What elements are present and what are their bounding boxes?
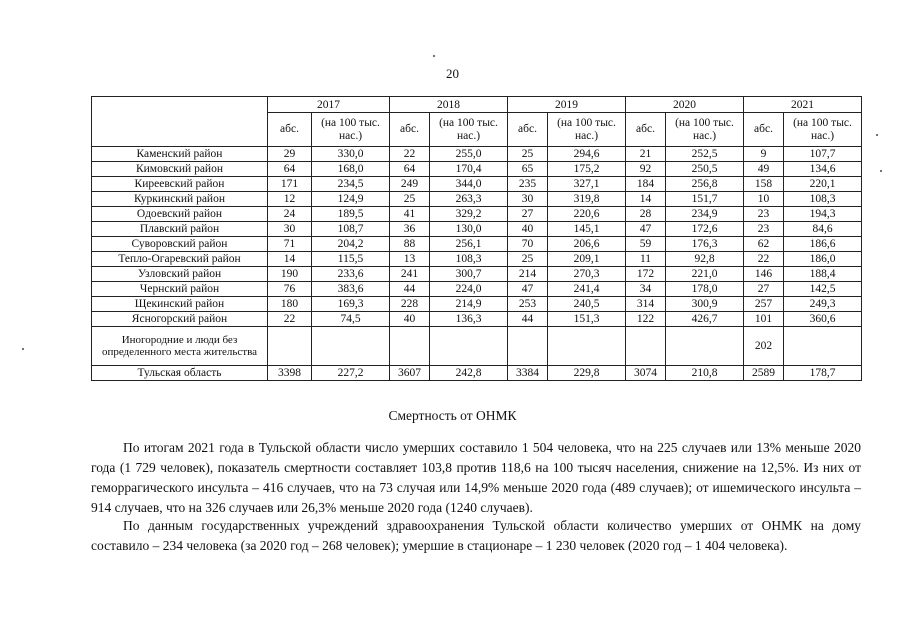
table-row	[92, 252, 862, 267]
abs-value-cell: 171	[268, 177, 312, 192]
table-row	[92, 177, 862, 192]
rate-value-cell: 175,2	[548, 162, 626, 177]
abs-value-cell: 44	[508, 312, 548, 327]
rate-value-cell: 170,4	[430, 162, 508, 177]
abs-value-cell: 3607	[390, 366, 430, 381]
region-name-cell: Каменский район	[92, 147, 268, 162]
abs-value-cell: 88	[390, 237, 430, 252]
region-name-cell: Одоевский район	[92, 207, 268, 222]
abs-value-cell: 27	[744, 282, 784, 297]
rate-value-cell: 426,7	[666, 312, 744, 327]
rate-value-cell: 209,1	[548, 252, 626, 267]
abs-value-cell: 30	[508, 192, 548, 207]
rate-value-cell: 220,6	[548, 207, 626, 222]
abs-value-cell: 2589	[744, 366, 784, 381]
table-row	[92, 297, 862, 312]
rate-value-cell: 130,0	[430, 222, 508, 237]
abs-value-cell: 59	[626, 237, 666, 252]
rate-value-cell: 108,3	[784, 192, 862, 207]
abs-value-cell: 184	[626, 177, 666, 192]
rate-value-cell: 186,6	[784, 237, 862, 252]
rate-value-cell: 115,5	[312, 252, 390, 267]
abs-value-cell: 21	[626, 147, 666, 162]
rate-value-cell: 188,4	[784, 267, 862, 282]
rate-value-cell: 178,0	[666, 282, 744, 297]
abs-value-cell: 13	[390, 252, 430, 267]
abs-value-cell: 62	[744, 237, 784, 252]
rate-value-cell: 294,6	[548, 147, 626, 162]
region-name-cell: Узловский район	[92, 267, 268, 282]
abs-value-cell: 29	[268, 147, 312, 162]
abs-value-cell: 158	[744, 177, 784, 192]
rate-value-cell: 74,5	[312, 312, 390, 327]
table-row	[92, 162, 862, 177]
abs-value-cell	[390, 327, 430, 366]
rate-value-cell: 194,3	[784, 207, 862, 222]
year-header: 2021	[744, 97, 862, 113]
table-row	[92, 312, 862, 327]
abs-value-cell: 92	[626, 162, 666, 177]
abs-value-cell: 28	[626, 207, 666, 222]
rate-value-cell: 256,8	[666, 177, 744, 192]
region-name-cell: Тепло-Огаревский район	[92, 252, 268, 267]
rate-value-cell: 204,2	[312, 237, 390, 252]
abs-value-cell: 202	[744, 327, 784, 366]
page-number: 20	[446, 66, 459, 81]
rate-value-cell	[312, 327, 390, 366]
abs-header: абс.	[626, 113, 666, 147]
rate-value-cell: 220,1	[784, 177, 862, 192]
rate-value-cell: 256,1	[430, 237, 508, 252]
abs-value-cell: 41	[390, 207, 430, 222]
abs-value-cell: 40	[508, 222, 548, 237]
abs-value-cell: 12	[268, 192, 312, 207]
region-name-cell: Ясногорский район	[92, 312, 268, 327]
region-name-cell: Суворовский район	[92, 237, 268, 252]
abs-value-cell: 44	[390, 282, 430, 297]
rate-value-cell: 169,3	[312, 297, 390, 312]
rate-value-cell: 233,6	[312, 267, 390, 282]
rate-value-cell: 136,3	[430, 312, 508, 327]
rate-header: (на 100 тыс. нас.)	[666, 113, 744, 147]
table-row	[92, 237, 862, 252]
mortality-table	[91, 96, 862, 381]
abs-value-cell: 314	[626, 297, 666, 312]
rate-header: (на 100 тыс. нас.)	[430, 113, 508, 147]
region-name-cell: Чернский район	[92, 282, 268, 297]
rate-value-cell: 145,1	[548, 222, 626, 237]
region-name-cell: Плавский район	[92, 222, 268, 237]
abs-value-cell: 10	[744, 192, 784, 207]
abs-value-cell: 3384	[508, 366, 548, 381]
table-row	[92, 192, 862, 207]
rate-header: (на 100 тыс. нас.)	[784, 113, 862, 147]
region-header	[92, 97, 268, 147]
abs-header: абс.	[268, 113, 312, 147]
rate-header: (на 100 тыс. нас.)	[312, 113, 390, 147]
rate-value-cell: 252,5	[666, 147, 744, 162]
rate-value-cell: 189,5	[312, 207, 390, 222]
abs-header: абс.	[744, 113, 784, 147]
rate-value-cell: 224,0	[430, 282, 508, 297]
rate-value-cell: 210,8	[666, 366, 744, 381]
table-row	[92, 327, 862, 366]
rate-value-cell: 270,3	[548, 267, 626, 282]
body-paragraph: По итогам 2021 года в Тульской области число умерших составило 1 504 человека, что на 225 случаев или 13% меньше 2020 года (1 729 человек), показатель смертности составляет 103,8 против 118,6 на 100 тысяч населения, снижение на 12,5%. Из них от геморрагического инсульта – 416 случаев, что на 73 случая или 14,9% меньше 2020 года (489 случаев); от ишемического инсульта – 914 случаев, что на 326 случаев или 26,3% меньше 2020 года (1240 случаев).	[91, 440, 861, 515]
abs-value-cell: 14	[626, 192, 666, 207]
rate-value-cell: 214,9	[430, 297, 508, 312]
rate-value-cell: 242,8	[430, 366, 508, 381]
rate-value-cell: 107,7	[784, 147, 862, 162]
table-row	[92, 366, 862, 381]
rate-value-cell: 142,5	[784, 282, 862, 297]
abs-value-cell: 27	[508, 207, 548, 222]
rate-value-cell: 221,0	[666, 267, 744, 282]
abs-value-cell: 24	[268, 207, 312, 222]
year-header: 2020	[626, 97, 744, 113]
rate-value-cell: 300,7	[430, 267, 508, 282]
abs-value-cell: 36	[390, 222, 430, 237]
section-heading: Смертность от ОНМК	[388, 408, 517, 423]
abs-value-cell: 30	[268, 222, 312, 237]
abs-value-cell: 65	[508, 162, 548, 177]
rate-value-cell: 92,8	[666, 252, 744, 267]
rate-value-cell: 249,3	[784, 297, 862, 312]
abs-value-cell	[268, 327, 312, 366]
table-row	[92, 207, 862, 222]
abs-value-cell: 3398	[268, 366, 312, 381]
region-name-cell: Тульская область	[92, 366, 268, 381]
abs-value-cell: 190	[268, 267, 312, 282]
abs-value-cell: 23	[744, 222, 784, 237]
rate-value-cell: 360,6	[784, 312, 862, 327]
abs-value-cell: 47	[626, 222, 666, 237]
abs-value-cell: 70	[508, 237, 548, 252]
scan-speck	[22, 348, 24, 350]
rate-value-cell	[784, 327, 862, 366]
abs-value-cell: 14	[268, 252, 312, 267]
abs-value-cell: 172	[626, 267, 666, 282]
abs-value-cell: 180	[268, 297, 312, 312]
rate-value-cell: 186,0	[784, 252, 862, 267]
abs-value-cell: 3074	[626, 366, 666, 381]
rate-value-cell: 134,6	[784, 162, 862, 177]
rate-value-cell: 250,5	[666, 162, 744, 177]
rate-value-cell: 383,6	[312, 282, 390, 297]
year-header: 2017	[268, 97, 390, 113]
rate-value-cell: 344,0	[430, 177, 508, 192]
rate-value-cell: 240,5	[548, 297, 626, 312]
rate-value-cell: 108,3	[430, 252, 508, 267]
abs-header: абс.	[390, 113, 430, 147]
rate-value-cell: 168,0	[312, 162, 390, 177]
abs-value-cell: 249	[390, 177, 430, 192]
abs-value-cell: 235	[508, 177, 548, 192]
abs-value-cell: 146	[744, 267, 784, 282]
table-row	[92, 267, 862, 282]
body-paragraph: По данным государственных учреждений здравоохранения Тульской области количество умерших от ОНМК на дому составило – 234 человека (за 2020 год – 268 человек); умершие в стационаре – 1 230 человек (2020 год – 1 404 человека).	[91, 518, 861, 553]
rate-value-cell: 176,3	[666, 237, 744, 252]
abs-value-cell: 40	[390, 312, 430, 327]
abs-value-cell: 25	[508, 147, 548, 162]
table-row	[92, 222, 862, 237]
table-row	[92, 147, 862, 162]
rate-value-cell: 327,1	[548, 177, 626, 192]
region-name-cell: Кимовский район	[92, 162, 268, 177]
rate-value-cell	[548, 327, 626, 366]
abs-value-cell: 76	[268, 282, 312, 297]
abs-header: абс.	[508, 113, 548, 147]
scan-speck	[876, 134, 878, 136]
abs-value-cell: 22	[744, 252, 784, 267]
abs-value-cell: 101	[744, 312, 784, 327]
rate-value-cell: 206,6	[548, 237, 626, 252]
rate-value-cell: 151,7	[666, 192, 744, 207]
rate-value-cell	[430, 327, 508, 366]
table-row	[92, 282, 862, 297]
abs-value-cell: 228	[390, 297, 430, 312]
abs-value-cell: 22	[268, 312, 312, 327]
abs-value-cell: 11	[626, 252, 666, 267]
region-name-cell: Щекинский район	[92, 297, 268, 312]
year-header: 2019	[508, 97, 626, 113]
rate-header: (на 100 тыс. нас.)	[548, 113, 626, 147]
abs-value-cell: 47	[508, 282, 548, 297]
abs-value-cell	[508, 327, 548, 366]
abs-value-cell: 214	[508, 267, 548, 282]
rate-value-cell: 255,0	[430, 147, 508, 162]
rate-value-cell: 319,8	[548, 192, 626, 207]
scan-speck	[433, 55, 435, 57]
rate-value-cell: 241,4	[548, 282, 626, 297]
rate-value-cell: 234,5	[312, 177, 390, 192]
abs-value-cell: 122	[626, 312, 666, 327]
rate-value-cell: 84,6	[784, 222, 862, 237]
abs-value-cell: 49	[744, 162, 784, 177]
abs-value-cell: 9	[744, 147, 784, 162]
rate-value-cell: 263,3	[430, 192, 508, 207]
abs-value-cell: 64	[390, 162, 430, 177]
abs-value-cell: 25	[390, 192, 430, 207]
rate-value-cell: 151,3	[548, 312, 626, 327]
rate-value-cell: 108,7	[312, 222, 390, 237]
abs-value-cell: 64	[268, 162, 312, 177]
abs-value-cell: 257	[744, 297, 784, 312]
region-name-cell: Киреевский район	[92, 177, 268, 192]
year-header: 2018	[390, 97, 508, 113]
abs-value-cell: 34	[626, 282, 666, 297]
rate-value-cell	[666, 327, 744, 366]
rate-value-cell: 178,7	[784, 366, 862, 381]
rate-value-cell: 227,2	[312, 366, 390, 381]
year-header-row	[92, 97, 862, 113]
rate-value-cell: 124,9	[312, 192, 390, 207]
abs-value-cell: 71	[268, 237, 312, 252]
rate-value-cell: 329,2	[430, 207, 508, 222]
rate-value-cell: 300,9	[666, 297, 744, 312]
rate-value-cell: 330,0	[312, 147, 390, 162]
abs-value-cell: 253	[508, 297, 548, 312]
abs-value-cell: 241	[390, 267, 430, 282]
region-name-cell: Куркинский район	[92, 192, 268, 207]
abs-value-cell	[626, 327, 666, 366]
abs-value-cell: 22	[390, 147, 430, 162]
scan-speck	[880, 170, 882, 172]
rate-value-cell: 229,8	[548, 366, 626, 381]
rate-value-cell: 234,9	[666, 207, 744, 222]
rate-value-cell: 172,6	[666, 222, 744, 237]
abs-value-cell: 25	[508, 252, 548, 267]
abs-value-cell: 23	[744, 207, 784, 222]
region-name-cell: Иногородние и люди без определенного места жительства	[92, 327, 268, 366]
